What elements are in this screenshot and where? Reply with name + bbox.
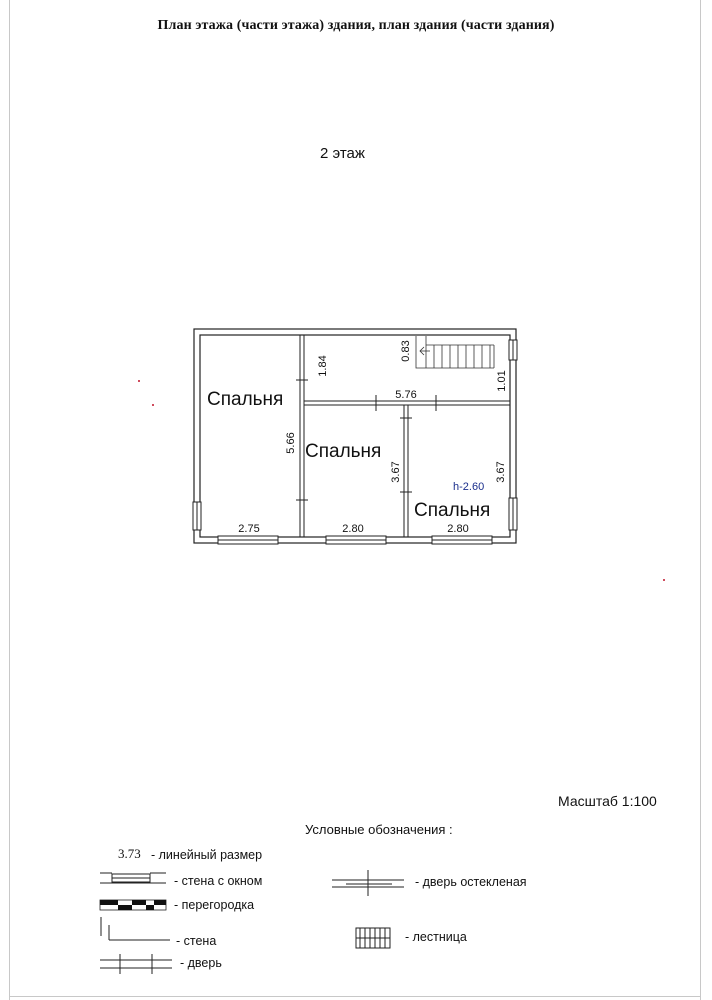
dimension-corridor-height: 1.84 bbox=[317, 355, 329, 377]
dimension-right-corridor: 1.01 bbox=[496, 370, 508, 392]
legend-wall: - стена bbox=[176, 934, 217, 948]
dimension-corridor-length: 5.76 bbox=[395, 389, 417, 401]
scale-label: Масштаб 1:100 bbox=[558, 793, 657, 809]
legend-door: - дверь bbox=[180, 956, 222, 970]
stairs-legend-icon bbox=[356, 928, 390, 948]
dimension-left-room-height: 5.66 bbox=[285, 432, 297, 454]
legend-glazed-door: - дверь остекленая bbox=[415, 875, 527, 889]
room-label-bedroom-left: Спальня bbox=[207, 389, 284, 410]
partition-icon bbox=[100, 900, 166, 910]
glazed-door-icon bbox=[332, 870, 404, 896]
wall-with-window-icon bbox=[100, 873, 166, 883]
floor-label: 2 этаж bbox=[320, 145, 365, 162]
legend-title: Условные обозначения : bbox=[305, 822, 453, 837]
dimension-bottom-middle: 2.80 bbox=[342, 523, 364, 535]
dimension-bottom-left: 2.75 bbox=[238, 523, 260, 535]
room-label-bedroom-middle: Спальня bbox=[305, 441, 382, 462]
legend-wall-with-window: - стена с окном bbox=[174, 874, 263, 888]
dimension-right-room-height: 3.67 bbox=[495, 461, 507, 483]
legend-stairs: - лестница bbox=[405, 930, 467, 944]
dimension-bottom-right: 2.80 bbox=[447, 523, 469, 535]
legend-dimension-sample: 3.73 bbox=[118, 846, 141, 861]
dimension-stair-width: 0.83 bbox=[400, 340, 412, 362]
page-title: План этажа (части этажа) здания, план здания (части здания) bbox=[157, 18, 555, 33]
door-icon bbox=[100, 954, 172, 974]
wall-icon bbox=[101, 917, 170, 940]
legend-linear-dimension: - линейный размер bbox=[151, 848, 263, 862]
room-label-bedroom-right: Спальня bbox=[414, 500, 491, 521]
dimension-middle-room-height: 3.67 bbox=[390, 461, 402, 483]
ceiling-height-label: h-2.60 bbox=[453, 481, 485, 493]
legend-partition: - перегородка bbox=[174, 898, 255, 912]
